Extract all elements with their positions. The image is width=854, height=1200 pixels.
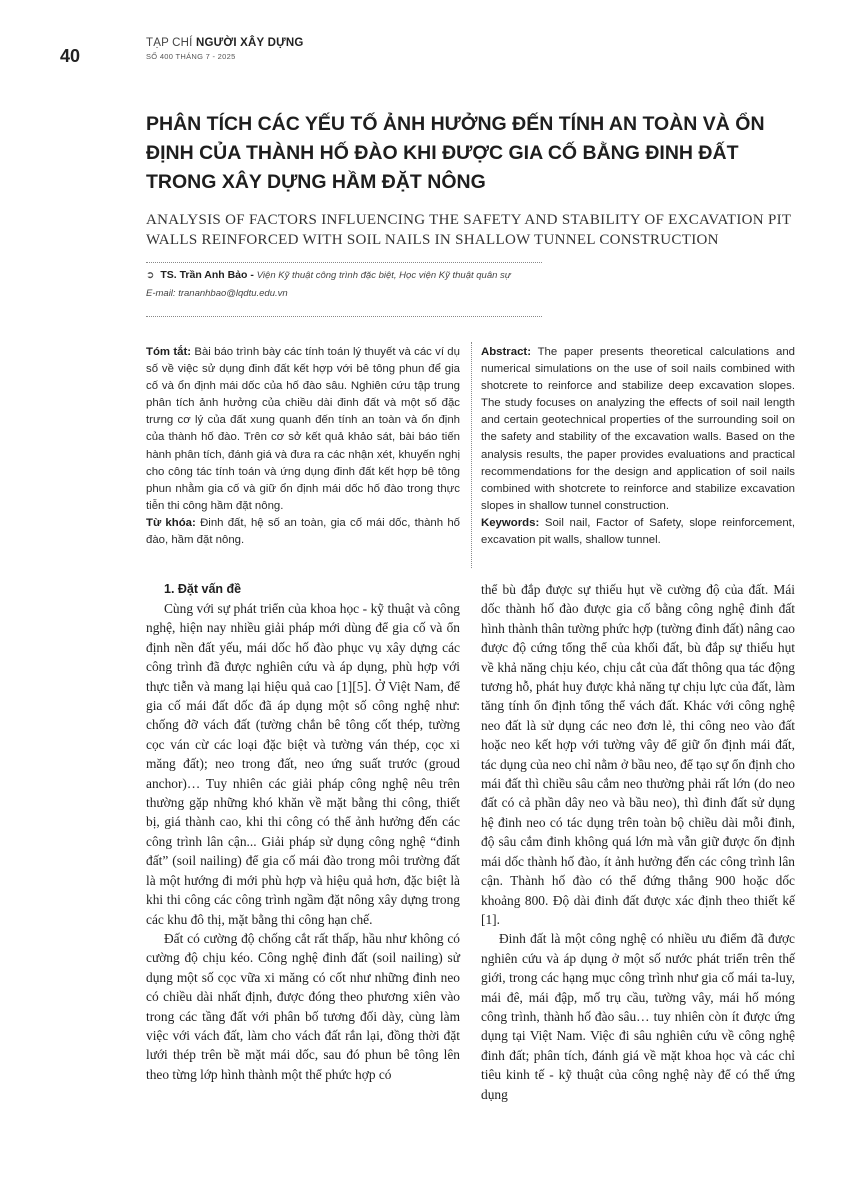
body-column-right (481, 580, 795, 1104)
body-paragraph: Đinh đất là một công nghệ có nhiều ưu điểm đã được nghiên cứu và áp dụng ở một số nước phát triển trên thế giới, trong các hạng mục công trình như gia cố mái ta-luy, mái đê, mái đập, mố trụ cầu, tường vây, mái hố móng công trình, thành hố đào sâu… tuy nhiên còn ít được ứng dụng tại Việt Nam. Việc đi sâu nghiên cứu về công nghệ đinh đất; phân tích, đánh giá về mặt khoa học và các chỉ tiêu kinh tế - kỹ thuật của công nghệ này để có thể ứng dụng (481, 931, 795, 1102)
abstract-en-body: The paper presents theoretical calculations and numerical simulations on the use of soil nails combined with shotcrete to reinforce and stabilize deep excavation slopes. The study focuses on analyzing the effects of soil nail length and certain geotechnical properties of the surrounding soil on the safety and stability of the excavation walls. Based on the analysis results, the paper provides evaluations and practical recommendations for the design and application of soil nails combined with shotcrete to reinforce and stabilize excavation slopes in shallow tunnel construction. (481, 346, 795, 512)
body-paragraph: Đất có cường độ chống cắt rất thấp, hầu như không có cường độ chịu kéo. Công nghệ đinh đất (soil nailing) sử dụng một số cọc vữa xi măng có cốt như những đinh neo có chiều dài nhất định, được đóng theo phương xiên vào trong các tầng đất với phân bố tương đối dày, cùng làm việc với vách đất, làm cho vách đất rắn lại, đồng thời đặt lưới thép trên bề mặt mái dốc, sau đó phun bê tông lên theo từng lớp hình thành một thể phức hợp có (146, 930, 460, 1082)
keywords-en-label: Keywords: (481, 516, 540, 529)
abstract-vi-text (146, 344, 460, 515)
abstract-vi-label: Tóm tắt: (146, 346, 192, 358)
keywords-en (481, 515, 795, 549)
section-heading: 1. Đặt vấn đề (164, 582, 242, 596)
keywords-en-body: Soil nail, Factor of Safety, slope reinforcement, excavation pit walls, shallow tunnel. (481, 516, 795, 547)
article-title-vi: PHÂN TÍCH CÁC YẾU TỐ ẢNH HƯỞNG ĐẾN TÍNH AN TOÀN VÀ ỔN ĐỊNH CỦA THÀNH HỐ ĐÀO KHI ĐƯỢC GIA CỐ BẰNG ĐINH ĐẤT TRONG XÂY DỰNG HẦM ĐẶT NÔNG (146, 113, 765, 193)
body-paragraph: thể bù đắp được sự thiếu hụt về cường độ của đất. Mái dốc thành hố đào được gia cố bằng công nghệ đinh đất hình thành thân tường phức hợp (tường đinh đất) nâng cao được độ cứng tổng thể của khối đất, bù đắp sự thiếu hụt về khả năng chịu kéo, chịu cắt của đất thông qua tác động tương hỗ, phát huy được khả năng tự chịu lực của đất, làm tăng tính ổn định tổng thể vách đất. Khác với công nghệ neo đất là sử dụng các neo đơn lẻ, thi công neo vào đất hoặc neo kết hợp với tường vây để giữ ổn định mái đất, tác dụng của neo chỉ nằm ở bầu neo, để tạo sự ổn định cho mái đất thì chiều sâu cắm neo thường phải rất lớn (do neo đất có cả phần dây neo và bầu neo), thì đinh đất sử dụng hệ đinh neo có tác dụng trên toàn bộ chiều dài mỗi đinh, độ sâu cắm đinh không quá lớn mà vẫn giữ được ổn định mái dốc thành hố đào, ít ảnh hưởng đến các công trình lân cận. Thành hố đào có thể đứng thẳng 900 hoặc dốc khoảng 800. Độ dài đinh đất được xác định theo thiết kế [1]. (481, 582, 795, 927)
author-line (146, 268, 546, 283)
keywords-vi-label: Từ khóa: (146, 516, 196, 529)
keywords-vi (146, 515, 460, 549)
keywords-vi-body: Đinh đất, hệ số an toàn, gia cố mái dốc, thành hố đào, hầm đặt nông. (146, 516, 461, 547)
author-divider-bottom (146, 316, 542, 317)
journal-name (146, 37, 304, 49)
abstract-en-label: Abstract: (481, 346, 532, 358)
page-number: 40 (60, 46, 81, 66)
journal-title: NGƯỜI XÂY DỰNG (195, 37, 304, 49)
abstract-vi-body: Bài báo trình bày các tính toán lý thuyết và các ví dụ số về việc sử dụng đinh đất kết hợp với bê tông phun để gia cố và ổn định mái dốc của hố đào sâu. Nghiên cứu tập trung phân tích ảnh hưởng của chiều dài đinh đất và một số đặc trưng cơ lý của đất xung quanh đến tính an toàn và ổn định của thành hố đào. Trên cơ sở kết quả khảo sát, bài báo tiến hành phân tích, đánh giá và đưa ra các nhận xét, khuyến nghị cho công tác tính toán và ứng dụng đinh đất kết hợp bê tông phun nhằm gia cố và giữ ổn định mái dốc hố đào trong thực tiễn thi công hầm đặt nông. (146, 346, 460, 512)
abstract-en-text (481, 344, 795, 515)
journal-header (146, 37, 304, 61)
journal-prefix: TẠP CHÍ (146, 37, 193, 49)
author-name: TS. Trần Anh Bảo - (160, 269, 254, 281)
issue-info: SỐ 400 THÁNG 7 - 2025 (146, 52, 236, 61)
abstract-divider (471, 342, 472, 568)
abstract-en (481, 344, 795, 549)
body-paragraph: Cùng với sự phát triển của khoa học - kỹ thuật và công nghệ, hiện nay nhiều giải pháp mới dùng để gia cố và ổn định nền đất yếu, mái dốc hố đào phục vụ xây dựng các công trình đã được nghiên cứu và áp dụng, phù hợp với thực tiễn và mang lại hiệu quả cao [1][5]. Ở Việt Nam, để gia cố mái đất dốc đã áp dụng một số công nghệ như: chống đỡ vách đất (tường chắn bê tông cốt thép, tường cọc ván cừ các loại đặc biệt và tường ván thép, cọc xi măng đất); neo trong đất, neo ứng suất trước (groud anchor)… Tuy nhiên các giải pháp công nghệ nêu trên thường gặp những khó khăn về mặt bằng thi công, thiết bị, giá thành cao, khi thi công có thể ảnh hưởng đến các công trình lân cận... Giải pháp sử dụng công nghệ “đinh đất” (soil nailing) để gia cố mái đào trong môi trường đất là một hướng đi mới phù hợp và hiệu quả hơn, đặc biệt là khi thi công các công trình ngầm đặt nông xây dựng trong các khu đô thị, mặt bằng thi công hạn chế. (146, 601, 460, 927)
author-email: E-mail: trananhbao@lqdtu.edu.vn (146, 288, 288, 299)
author-arrow-icon: ➲ (146, 270, 155, 281)
author-divider-top (146, 262, 542, 263)
author-affiliation: Viện Kỹ thuật công trình đặc biệt, Học viện Kỹ thuật quân sự (256, 270, 511, 281)
article-title-en: ANALYSIS OF FACTORS INFLUENCING THE SAFETY AND STABILITY OF EXCAVATION PIT WALLS REINFORCED WITH SOIL NAILS IN SHALLOW TUNNEL CONSTRUCTION (146, 212, 792, 248)
body-column-left (146, 580, 460, 1084)
abstract-vi (146, 344, 460, 549)
